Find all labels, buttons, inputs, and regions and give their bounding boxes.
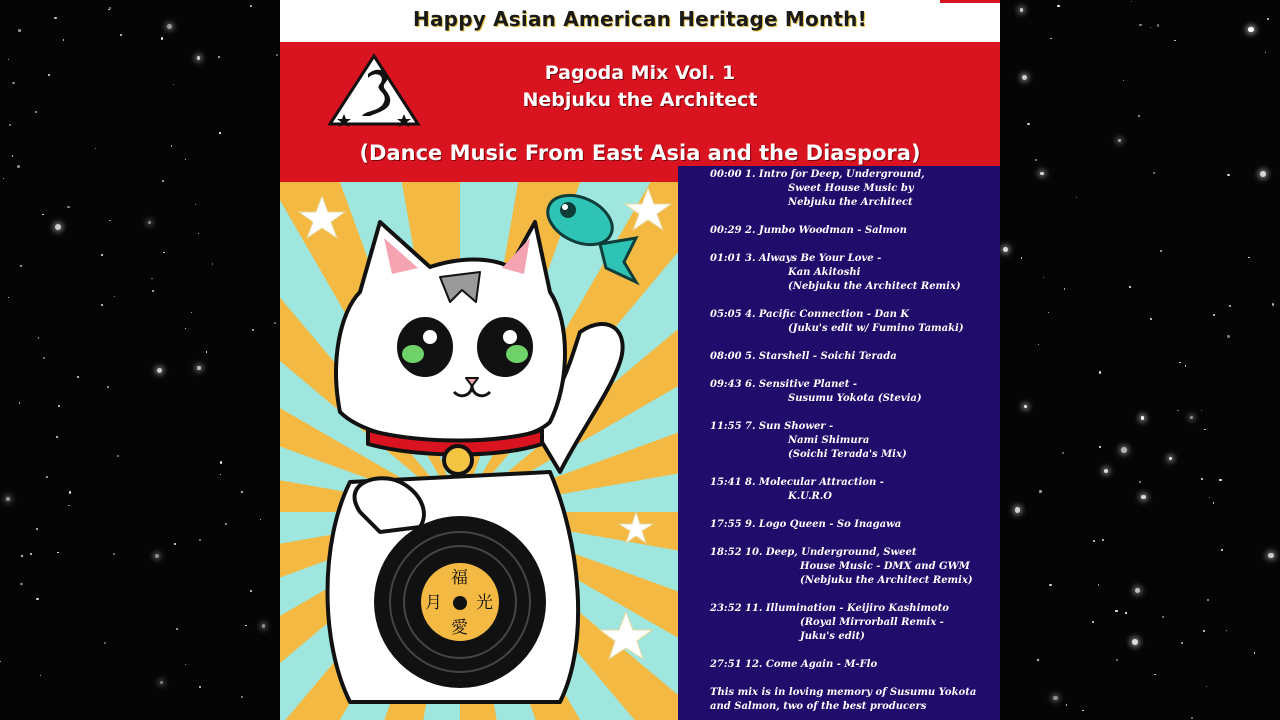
star: [191, 312, 192, 313]
star: [274, 322, 276, 324]
star: [1038, 344, 1039, 345]
star: [1048, 312, 1049, 313]
star: [1226, 630, 1227, 631]
star: [77, 376, 79, 378]
star: [160, 681, 163, 684]
track-line: 18:52 10. Deep, Underground, Sweet: [710, 547, 917, 558]
star: [262, 624, 266, 628]
track-list: [710, 168, 1000, 714]
star: [260, 519, 261, 520]
star: [199, 686, 201, 688]
star: [1227, 174, 1229, 176]
star: [1076, 197, 1077, 198]
star: [1141, 495, 1145, 499]
star: [114, 296, 115, 297]
star: [241, 696, 243, 698]
vinyl-record-icon: [374, 516, 546, 688]
star: [1248, 257, 1250, 259]
track-item: [710, 350, 1000, 364]
star: [1118, 139, 1121, 142]
star: [1169, 457, 1172, 460]
star: [1082, 710, 1084, 712]
star: [35, 111, 37, 113]
star: [1123, 80, 1124, 81]
star: [1141, 416, 1145, 420]
star: [9, 124, 11, 126]
star: [3, 178, 4, 179]
track-item: [710, 602, 1000, 644]
star: [30, 553, 32, 555]
track-line: 11:55 7. Sun Shower -: [710, 421, 834, 432]
star: [1066, 704, 1068, 706]
star: [250, 590, 252, 592]
star: [241, 491, 243, 493]
star: [1131, 1, 1132, 2]
star: [185, 664, 186, 665]
star: [43, 357, 45, 359]
star: [56, 436, 58, 438]
star: [252, 329, 254, 331]
star: [1040, 172, 1043, 175]
star: [1150, 318, 1152, 320]
star: [46, 476, 48, 478]
heritage-banner: [280, 0, 1000, 44]
star: [1015, 507, 1021, 513]
star: [1021, 257, 1023, 259]
star: [8, 297, 9, 298]
star: [1043, 277, 1044, 278]
star: [276, 54, 278, 56]
track-line: 17:55 9. Logo Queen - So Inagawa: [710, 519, 902, 530]
track-continuation: Nebjuku the Architect: [788, 197, 913, 208]
star: [176, 628, 178, 630]
star: [1157, 24, 1159, 26]
track-item: [710, 658, 1000, 672]
star: [12, 82, 14, 84]
star: [219, 132, 221, 134]
track-continuation: (Juku's edit w/ Fumino Tamaki): [788, 323, 964, 334]
star: [36, 528, 38, 530]
record-label-char-bottom: 愛: [451, 618, 468, 638]
star: [20, 583, 22, 585]
lucky-cat-artwork: [280, 182, 678, 720]
star: [95, 148, 96, 149]
star: [1177, 410, 1178, 411]
tracklist-panel: [678, 166, 1000, 720]
star: [1185, 365, 1186, 366]
star: [1162, 616, 1164, 618]
banner-red-strip: [940, 0, 1000, 3]
star: [0, 661, 1, 662]
star: [1206, 686, 1207, 687]
star: [1104, 469, 1108, 473]
star: [113, 553, 115, 555]
star: [55, 224, 61, 230]
star: [1132, 639, 1138, 645]
track-item: [710, 308, 1000, 336]
star: [1024, 405, 1027, 408]
star: [21, 555, 23, 557]
star: [206, 351, 207, 352]
star: [167, 24, 172, 29]
star: [1049, 584, 1052, 587]
star: [1037, 659, 1039, 661]
star: [117, 455, 119, 457]
star: [1203, 630, 1204, 631]
star: [171, 145, 172, 146]
star: [185, 159, 186, 160]
track-continuation: Sweet House Music by: [788, 183, 914, 194]
star: [1050, 38, 1052, 40]
star: [1179, 362, 1181, 364]
star: [220, 474, 221, 475]
star: [1138, 115, 1140, 117]
star: [1254, 652, 1256, 654]
star: [1190, 416, 1193, 419]
star: [1003, 247, 1008, 252]
star: [1062, 452, 1064, 454]
track-continuation: Juku's edit): [800, 631, 865, 642]
star: [17, 165, 20, 168]
star: [40, 675, 41, 676]
star: [1260, 171, 1266, 177]
star: [152, 290, 154, 292]
star: [151, 278, 152, 279]
star: [199, 539, 201, 541]
star: [155, 554, 159, 558]
star: [1272, 303, 1274, 305]
track-item: [710, 518, 1000, 532]
mix-title: Pagoda Mix Vol. 1: [544, 62, 736, 84]
star: [245, 625, 247, 627]
track-item: [710, 168, 1000, 210]
star: [1053, 696, 1058, 701]
star: [1121, 447, 1127, 453]
star: [1265, 52, 1266, 53]
star: [1201, 410, 1202, 411]
track-line: 00:29 2. Jumbo Woodman - Salmon: [710, 225, 907, 236]
star: [54, 17, 56, 19]
star: [1153, 172, 1155, 174]
star: [1154, 674, 1156, 676]
star: [1160, 250, 1162, 252]
star: [195, 204, 196, 205]
star: [1219, 479, 1221, 481]
star: [1191, 717, 1193, 719]
star: [19, 402, 21, 404]
star: [69, 491, 71, 493]
star: [1139, 481, 1141, 483]
star: [1093, 540, 1095, 542]
star: [1098, 584, 1100, 586]
record-label-char-left: 月: [425, 593, 442, 613]
star: [63, 39, 64, 40]
star: [1057, 5, 1059, 7]
star: [1204, 429, 1205, 430]
track-line: 05:05 4. Pacific Connection - Dan K: [710, 309, 910, 320]
record-label-char-top: 福: [451, 568, 468, 588]
artist-name: Nebjuku the Architect: [522, 89, 758, 111]
star: [1027, 123, 1029, 125]
poster: [280, 0, 1000, 720]
star: [1174, 40, 1176, 42]
record-label-char-right: 光: [476, 593, 493, 613]
star: [8, 59, 9, 60]
star: [1039, 490, 1042, 493]
track-continuation: (Nebjuku the Architect Remix): [800, 575, 973, 586]
star: [1267, 18, 1269, 20]
track-item: [710, 546, 1000, 588]
star: [1099, 446, 1101, 448]
star: [1102, 539, 1103, 540]
track-line: 01:01 3. Always Be Your Love -: [710, 253, 882, 264]
star: [1020, 8, 1024, 12]
star: [1213, 314, 1216, 317]
star: [1129, 286, 1131, 288]
star: [1135, 588, 1140, 593]
star: [1116, 659, 1118, 661]
star: [6, 497, 10, 501]
star: [1201, 478, 1203, 480]
star: [174, 543, 176, 545]
track-item: [710, 476, 1000, 504]
track-item: [710, 378, 1000, 406]
star: [1213, 502, 1214, 503]
track-continuation: House Music - DMX and GWM: [800, 561, 970, 572]
star: [107, 386, 109, 388]
track-item: [710, 224, 1000, 238]
star: [185, 328, 186, 329]
track-continuation: Kan Akitoshi: [788, 267, 861, 278]
memorial-text: This mix is in loving memory of Susumu Yokota and Salmon, two of the best producers: [710, 687, 977, 712]
star: [250, 5, 252, 7]
star: [1125, 612, 1127, 614]
track-item: [710, 252, 1000, 294]
star: [68, 505, 69, 506]
star: [101, 304, 103, 306]
star: [198, 233, 199, 234]
star: [218, 56, 220, 58]
star: [1099, 371, 1102, 374]
star: [120, 34, 122, 36]
star: [173, 84, 174, 85]
star: [58, 405, 60, 407]
star: [157, 368, 162, 373]
star: [1227, 335, 1229, 337]
track-continuation: (Nebjuku the Architect Remix): [788, 281, 961, 292]
star: [48, 74, 50, 76]
track-line: 15:41 8. Molecular Attraction -: [710, 477, 884, 488]
star: [225, 523, 227, 525]
track-continuation: Susumu Yokota (Stevia): [788, 393, 922, 404]
star: [1115, 610, 1117, 612]
track-line: 08:00 5. Starshell - Soichi Terada: [710, 351, 897, 362]
star: [1207, 599, 1209, 601]
star: [1150, 27, 1151, 28]
star: [1064, 288, 1066, 290]
star: [197, 56, 201, 60]
star: [197, 366, 200, 369]
star: [109, 220, 111, 222]
track-continuation: Nami Shimura: [788, 435, 870, 446]
star: [38, 337, 39, 338]
track-line: 27:51 12. Come Again - M-Flo: [710, 659, 878, 670]
star: [1022, 75, 1027, 80]
star: [1181, 642, 1183, 644]
star: [12, 155, 14, 157]
star: [163, 252, 165, 254]
star: [36, 598, 38, 600]
star: [1092, 621, 1093, 622]
track-line: 09:43 6. Sensitive Planet -: [710, 379, 857, 390]
star: [1268, 553, 1273, 558]
star: [42, 214, 43, 215]
star: [67, 206, 69, 208]
star: [108, 9, 110, 11]
star: [1221, 549, 1222, 550]
star: [1209, 497, 1210, 498]
star: [1248, 27, 1254, 33]
track-continuation: (Royal Mirrorball Remix -: [800, 617, 944, 628]
star: [161, 37, 163, 39]
mix-subtitle: (Dance Music From East Asia and the Diaspora): [359, 141, 921, 165]
track-continuation: K.U.R.O: [788, 491, 832, 502]
star: [212, 263, 213, 264]
star: [1035, 159, 1037, 161]
star: [18, 29, 21, 32]
star: [57, 552, 59, 554]
track-continuation: (Soichi Terada's Mix): [788, 449, 907, 460]
star: [1139, 24, 1141, 26]
star: [104, 642, 106, 644]
track-line: 23:52 11. Illumination - Keijiro Kashimoto: [710, 603, 949, 614]
star: [162, 180, 164, 182]
star: [20, 265, 22, 267]
star: [220, 461, 222, 463]
track-line: 00:00 1. Intro for Deep, Underground,: [710, 169, 925, 180]
heritage-text: Happy Asian American Heritage Month!: [413, 7, 867, 31]
star: [1229, 305, 1231, 307]
track-item: [710, 420, 1000, 462]
star: [101, 254, 102, 255]
star: [148, 221, 151, 224]
